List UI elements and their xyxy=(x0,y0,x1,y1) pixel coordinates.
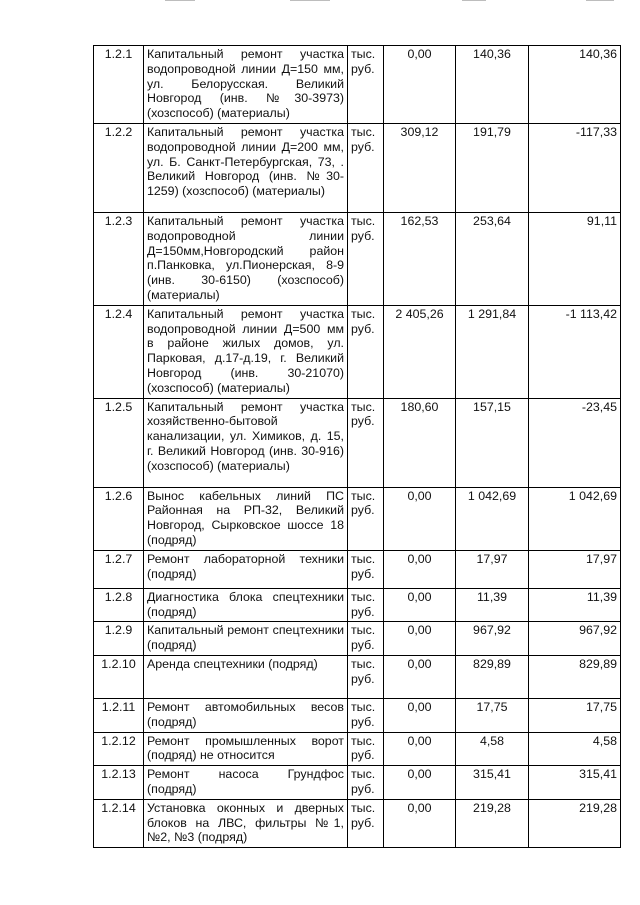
row-deviation-value: 1 042,69 xyxy=(529,487,621,550)
row-planned-value: 0,00 xyxy=(384,588,456,622)
row-description: Ремонт промышленных ворот (подряд) не относится xyxy=(144,732,348,766)
row-number: 1.2.12 xyxy=(94,732,144,766)
table-row xyxy=(94,588,621,622)
table-row xyxy=(94,799,621,847)
row-deviation-value: 829,89 xyxy=(529,655,621,698)
table-row xyxy=(94,305,621,398)
table-row xyxy=(94,550,621,588)
row-number: 1.2.7 xyxy=(94,550,144,588)
row-number: 1.2.5 xyxy=(94,398,144,487)
row-planned-value: 309,12 xyxy=(384,123,456,212)
scan-artifact-line xyxy=(290,0,330,1)
row-number: 1.2.6 xyxy=(94,487,144,550)
repair-costs-table xyxy=(93,45,621,848)
row-deviation-value: 315,41 xyxy=(529,766,621,800)
row-deviation-value: 11,39 xyxy=(529,588,621,622)
row-unit: тыс. руб. xyxy=(348,46,384,124)
scan-artifact-line xyxy=(586,0,614,1)
row-unit: тыс. руб. xyxy=(348,550,384,588)
row-planned-value: 0,00 xyxy=(384,487,456,550)
row-actual-value: 17,97 xyxy=(456,550,529,588)
row-deviation-value: 17,97 xyxy=(529,550,621,588)
row-actual-value: 4,58 xyxy=(456,732,529,766)
table-row xyxy=(94,698,621,732)
table-row xyxy=(94,766,621,800)
row-unit: тыс. руб. xyxy=(348,123,384,212)
row-description: Ремонт автомобильных весов (подряд) xyxy=(144,698,348,732)
row-actual-value: 1 291,84 xyxy=(456,305,529,398)
row-description: Капитальный ремонт участка водопроводной линии Д=200 мм, ул. Б. Санкт-Петербургская, 73, . Великий Новгород (инв. №30-1259) (хозспособ) (материалы) xyxy=(144,123,348,212)
row-unit: тыс. руб. xyxy=(348,487,384,550)
row-planned-value: 2 405,26 xyxy=(384,305,456,398)
row-actual-value: 829,89 xyxy=(456,655,529,698)
row-number: 1.2.9 xyxy=(94,622,144,656)
row-planned-value: 0,00 xyxy=(384,766,456,800)
table-row xyxy=(94,487,621,550)
row-number: 1.2.8 xyxy=(94,588,144,622)
row-deviation-value: 91,11 xyxy=(529,212,621,305)
row-description: Капитальный ремонт участка водопроводной линии Д=500 мм в районе жилых домов, ул. Парковая, д.17-д.19, г. Великий Новгород (инв. 30-21070) (хозспособ) (материалы) xyxy=(144,305,348,398)
row-planned-value: 0,00 xyxy=(384,698,456,732)
row-actual-value: 17,75 xyxy=(456,698,529,732)
scan-artifact-line xyxy=(462,0,486,1)
row-description: Ремонт насоса Грундфос (подряд) xyxy=(144,766,348,800)
row-deviation-value: 967,92 xyxy=(529,622,621,656)
row-number: 1.2.2 xyxy=(94,123,144,212)
row-actual-value: 253,64 xyxy=(456,212,529,305)
row-unit: тыс. руб. xyxy=(348,212,384,305)
row-unit: тыс. руб. xyxy=(348,398,384,487)
row-unit: тыс. руб. xyxy=(348,305,384,398)
row-unit: тыс. руб. xyxy=(348,799,384,847)
row-number: 1.2.11 xyxy=(94,698,144,732)
row-unit: тыс. руб. xyxy=(348,588,384,622)
table-row xyxy=(94,398,621,487)
row-description: Капитальный ремонт участка водопроводной линии Д=150мм,Новгородский район п.Панковка, ул.Пионерская, 8-9 (инв. 30-6150) (хозспособ) (материалы) xyxy=(144,212,348,305)
row-number: 1.2.13 xyxy=(94,766,144,800)
row-number: 1.2.10 xyxy=(94,655,144,698)
row-unit: тыс. руб. xyxy=(348,766,384,800)
row-description: Капитальный ремонт участка водопроводной линии Д=150 мм, ул. Белорусская. Великий Новгород (инв. №30-3973) (хозспособ) (материалы) xyxy=(144,46,348,124)
row-actual-value: 157,15 xyxy=(456,398,529,487)
row-number: 1.2.4 xyxy=(94,305,144,398)
row-actual-value: 1 042,69 xyxy=(456,487,529,550)
table-row xyxy=(94,655,621,698)
row-deviation-value: 140,36 xyxy=(529,46,621,124)
row-deviation-value: -23,45 xyxy=(529,398,621,487)
row-planned-value: 0,00 xyxy=(384,655,456,698)
table-row xyxy=(94,123,621,212)
row-number: 1.2.14 xyxy=(94,799,144,847)
table-row xyxy=(94,212,621,305)
table-row xyxy=(94,622,621,656)
row-unit: тыс. руб. xyxy=(348,698,384,732)
row-planned-value: 0,00 xyxy=(384,799,456,847)
scan-artifact-line xyxy=(165,0,195,1)
row-number: 1.2.3 xyxy=(94,212,144,305)
row-actual-value: 315,41 xyxy=(456,766,529,800)
row-description: Установка оконных и дверных блоков на ЛВС, фильтры №1, №2, №3 (подряд) xyxy=(144,799,348,847)
row-deviation-value: 17,75 xyxy=(529,698,621,732)
row-planned-value: 0,00 xyxy=(384,46,456,124)
row-description: Аренда спецтехники (подряд) xyxy=(144,655,348,698)
row-description: Ремонт лабораторной техники (подряд) xyxy=(144,550,348,588)
table-row xyxy=(94,732,621,766)
row-planned-value: 162,53 xyxy=(384,212,456,305)
row-unit: тыс. руб. xyxy=(348,655,384,698)
row-description: Капитальный ремонт спецтехники (подряд) xyxy=(144,622,348,656)
row-number: 1.2.1 xyxy=(94,46,144,124)
row-description: Капитальный ремонт участка хозяйственно-бытовой канализации, ул. Химиков, д. 15, г. Великий Новгород (инв. 30-916) (хозспособ) (материалы) xyxy=(144,398,348,487)
row-deviation-value: 4,58 xyxy=(529,732,621,766)
row-deviation-value: 219,28 xyxy=(529,799,621,847)
row-planned-value: 0,00 xyxy=(384,732,456,766)
row-actual-value: 140,36 xyxy=(456,46,529,124)
table-row xyxy=(94,46,621,124)
row-description: Диагностика блока спецтехники (подряд) xyxy=(144,588,348,622)
row-description: Вынос кабельных линий ПС Районная на РП-32, Великий Новгород, Сырковское шоссе 18 (подряд) xyxy=(144,487,348,550)
row-unit: тыс. руб. xyxy=(348,622,384,656)
row-unit: тыс. руб. xyxy=(348,732,384,766)
row-planned-value: 180,60 xyxy=(384,398,456,487)
row-planned-value: 0,00 xyxy=(384,622,456,656)
row-actual-value: 967,92 xyxy=(456,622,529,656)
row-deviation-value: -1 113,42 xyxy=(529,305,621,398)
row-actual-value: 11,39 xyxy=(456,588,529,622)
row-planned-value: 0,00 xyxy=(384,550,456,588)
row-actual-value: 219,28 xyxy=(456,799,529,847)
row-deviation-value: -117,33 xyxy=(529,123,621,212)
row-actual-value: 191,79 xyxy=(456,123,529,212)
